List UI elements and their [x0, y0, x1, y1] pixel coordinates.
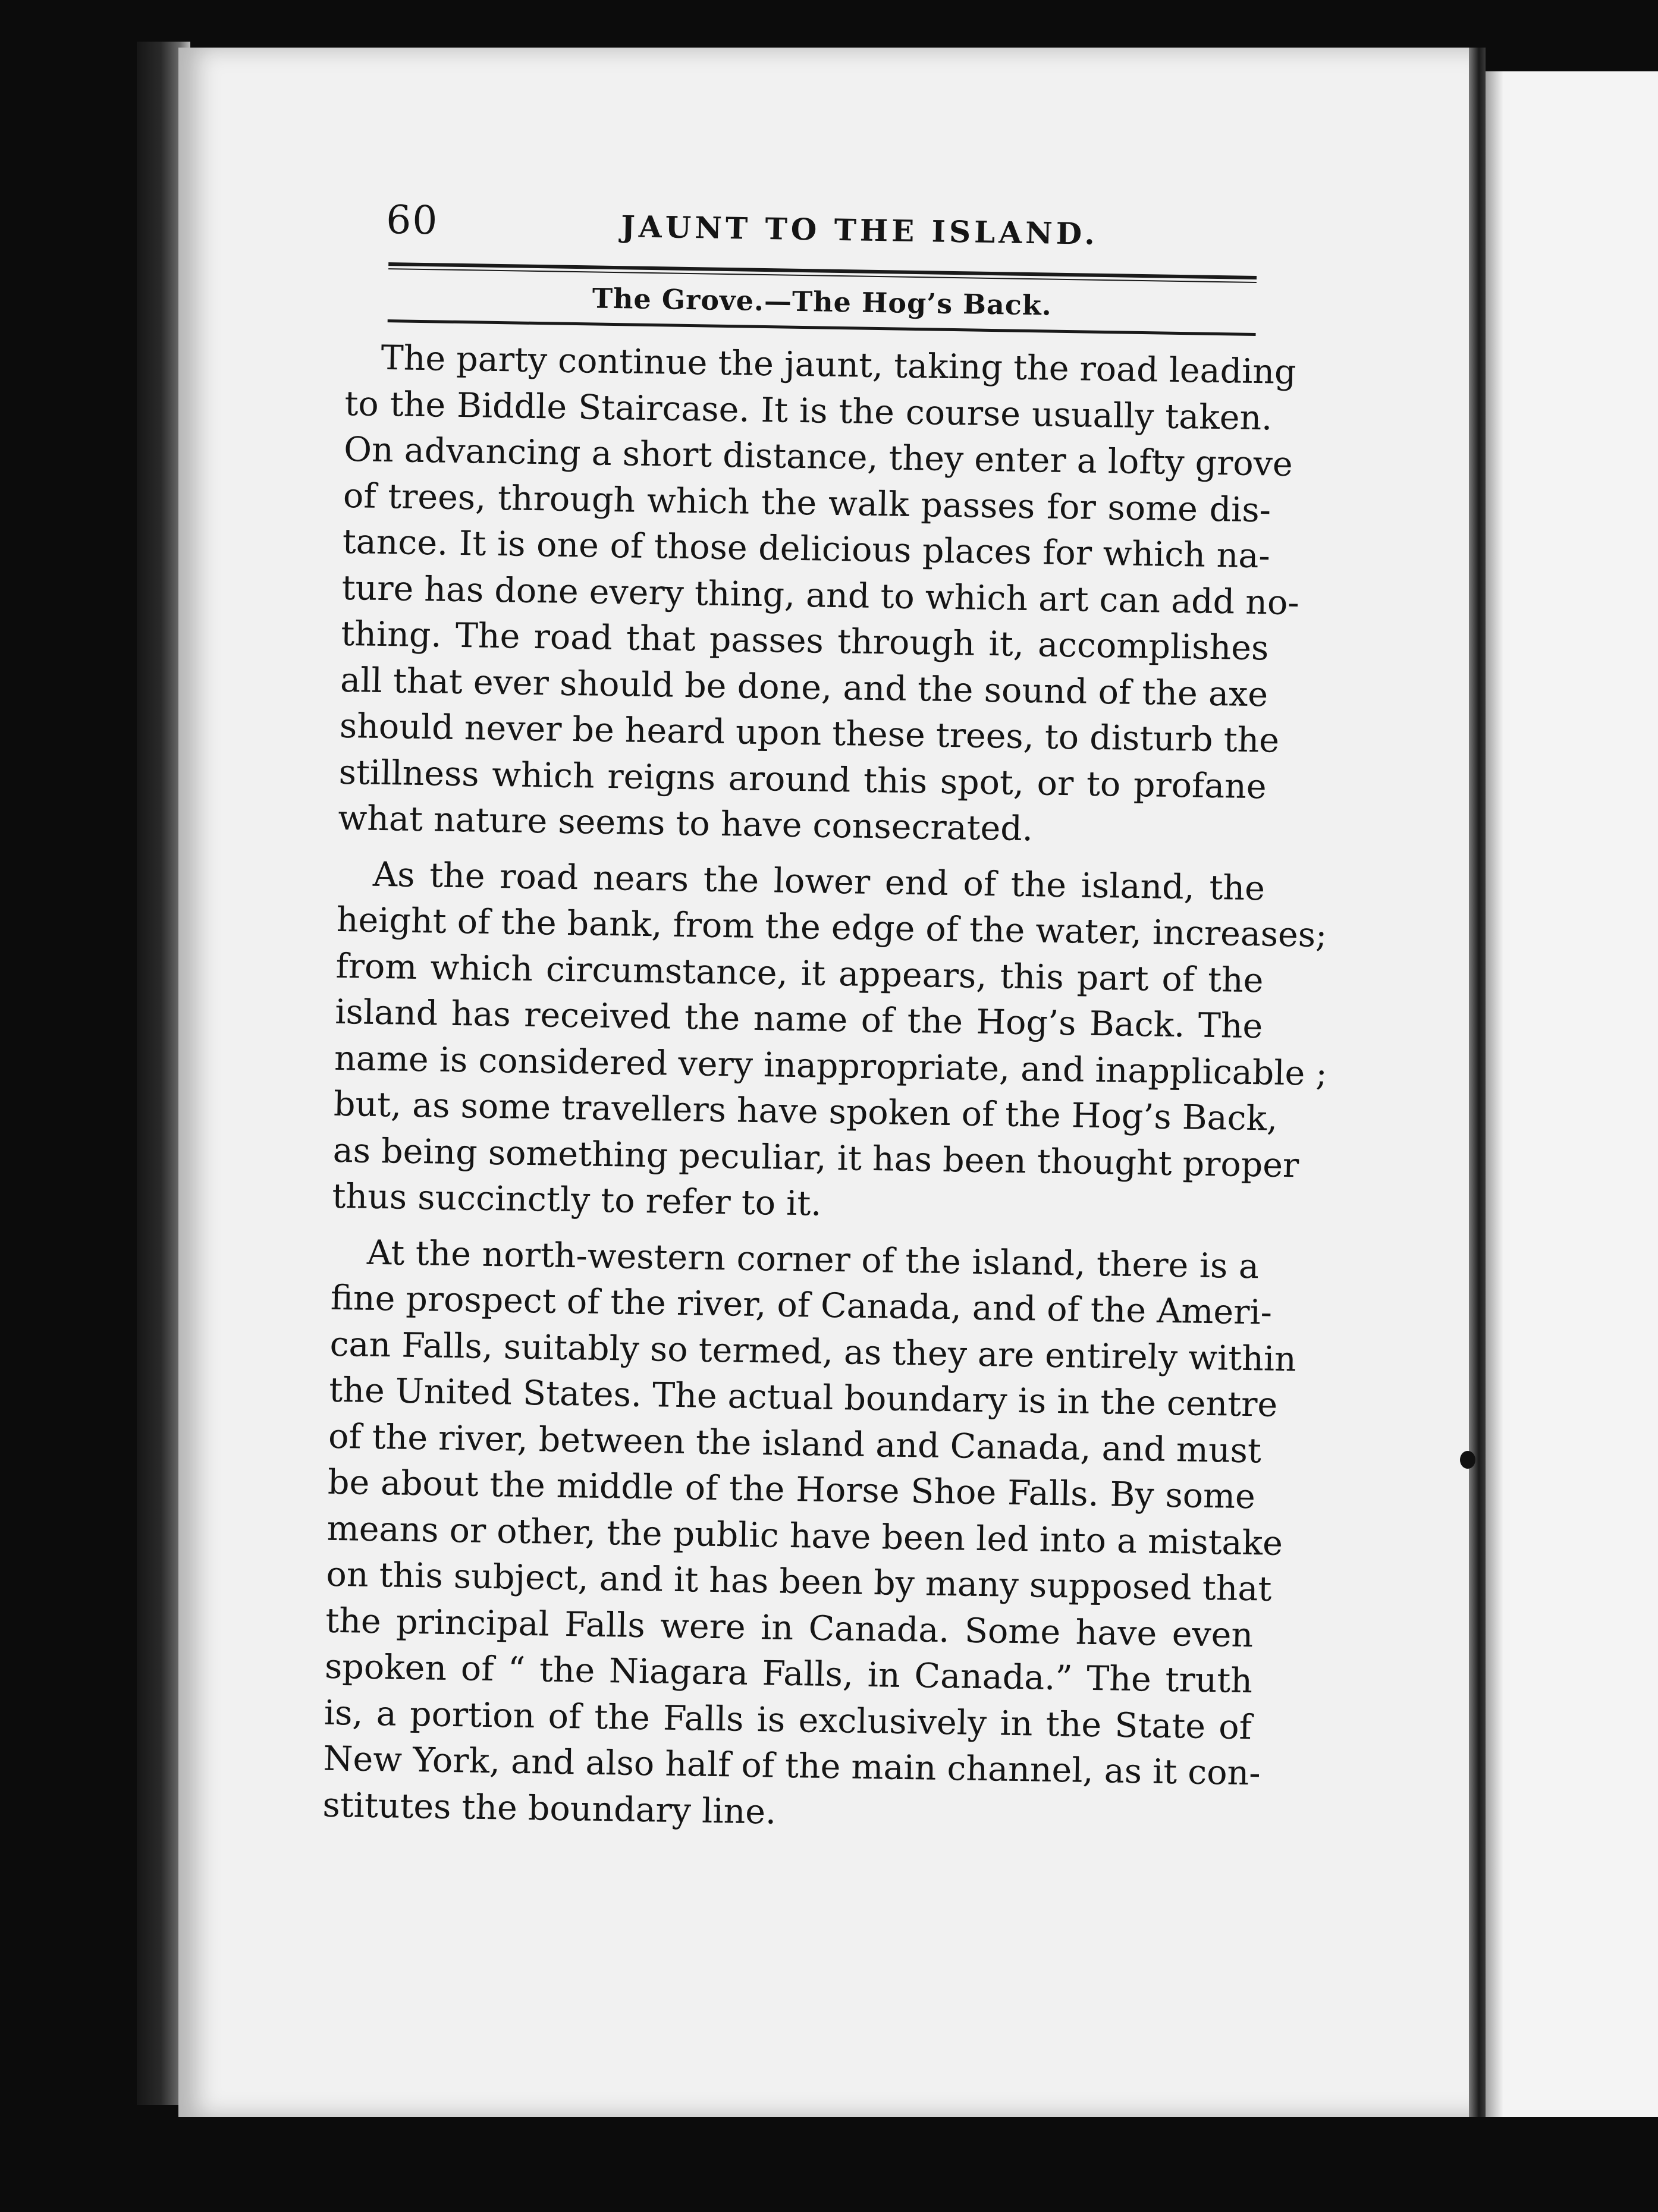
page-number: 60: [385, 197, 439, 244]
text-line: on this subject, and it has been by many supposed that: [326, 1554, 1272, 1609]
section-subheading: The Grove.—The Hog’s Back.: [592, 282, 1053, 322]
text-line: of trees, through which the walk passes for some dis-: [343, 476, 1271, 530]
text-line: As the road nears the lower end of the island, the: [372, 854, 1266, 908]
text-line: height of the bank, from the edge of the water, increases;: [336, 900, 1327, 956]
text-line: spoken of “ the Niagara Falls, in Canada.” The truth: [324, 1647, 1253, 1701]
text-line: from which circumstance, it appears, this part of the: [335, 946, 1264, 1000]
text-line: what nature seems to have consecrated.: [338, 798, 1034, 849]
text-line: all that ever should be done, and the sound of the axe: [340, 660, 1268, 714]
binding-mark: [1460, 1451, 1475, 1469]
paragraph: [338, 335, 1300, 856]
page-text-block: [322, 196, 1328, 1852]
text-line: fine prospect of the river, of Canada, and of the Ameri-: [330, 1278, 1273, 1333]
text-line: is, a portion of the Falls is exclusively in the State of: [324, 1693, 1252, 1747]
text-line: name is considered very inappropriate, and inapplicable ;: [334, 1038, 1328, 1094]
text-line: of the river, between the island and Canada, and must: [328, 1416, 1262, 1471]
text-line: At the north-western corner of the island, there is a: [366, 1233, 1260, 1286]
text-line: The party continue the jaunt, taking the road leading: [381, 338, 1297, 392]
text-line: but, as some travellers have spoken of the Hog’s Back,: [333, 1084, 1278, 1139]
text-line: should never be heard upon these trees, to disturb the: [339, 706, 1280, 761]
running-title: JAUNT TO THE ISLAND.: [620, 209, 1099, 252]
text-line: be about the middle of the Horse Shoe Falls. By some: [327, 1462, 1256, 1517]
text-line: to the Biddle Staircase. It is the course usually taken.: [344, 384, 1273, 438]
text-line: thus succinctly to refer to it.: [332, 1176, 822, 1224]
text-line: stitutes the boundary line.: [322, 1785, 777, 1832]
page-gutter-edge: [1469, 48, 1486, 2117]
text-line: stillness which reigns around this spot, or to profane: [338, 752, 1267, 806]
text-line: can Falls, suitably so termed, as they are entirely within: [329, 1324, 1297, 1379]
text-line: island has received the name of the Hog’s Back. The: [334, 992, 1263, 1047]
text-line: thing. The road that passes through it, accomplishes: [340, 614, 1269, 668]
text-line: as being something peculiar, it has been thought proper: [332, 1130, 1299, 1185]
text-line: the principal Falls were in Canada. Some have even: [325, 1601, 1254, 1655]
text-line: tance. It is one of those delicious places for which na-: [342, 521, 1271, 576]
paragraph: [332, 851, 1328, 1234]
text-line: the United States. The actual boundary is in the centre: [328, 1370, 1278, 1425]
paragraph: [322, 1229, 1297, 1843]
text-line: On advancing a short distance, they enter a lofty grove: [343, 429, 1293, 485]
facing-page-shadow: [1486, 71, 1503, 2117]
text-line: ture has done every thing, and to which art can add no-: [341, 568, 1300, 623]
body-text: [322, 335, 1328, 1843]
facing-page-edge: [1486, 71, 1658, 2117]
text-line: New York, and also half of the main channel, as it con-: [323, 1739, 1261, 1793]
text-line: means or other, the public have been led into a mistake: [326, 1509, 1283, 1563]
